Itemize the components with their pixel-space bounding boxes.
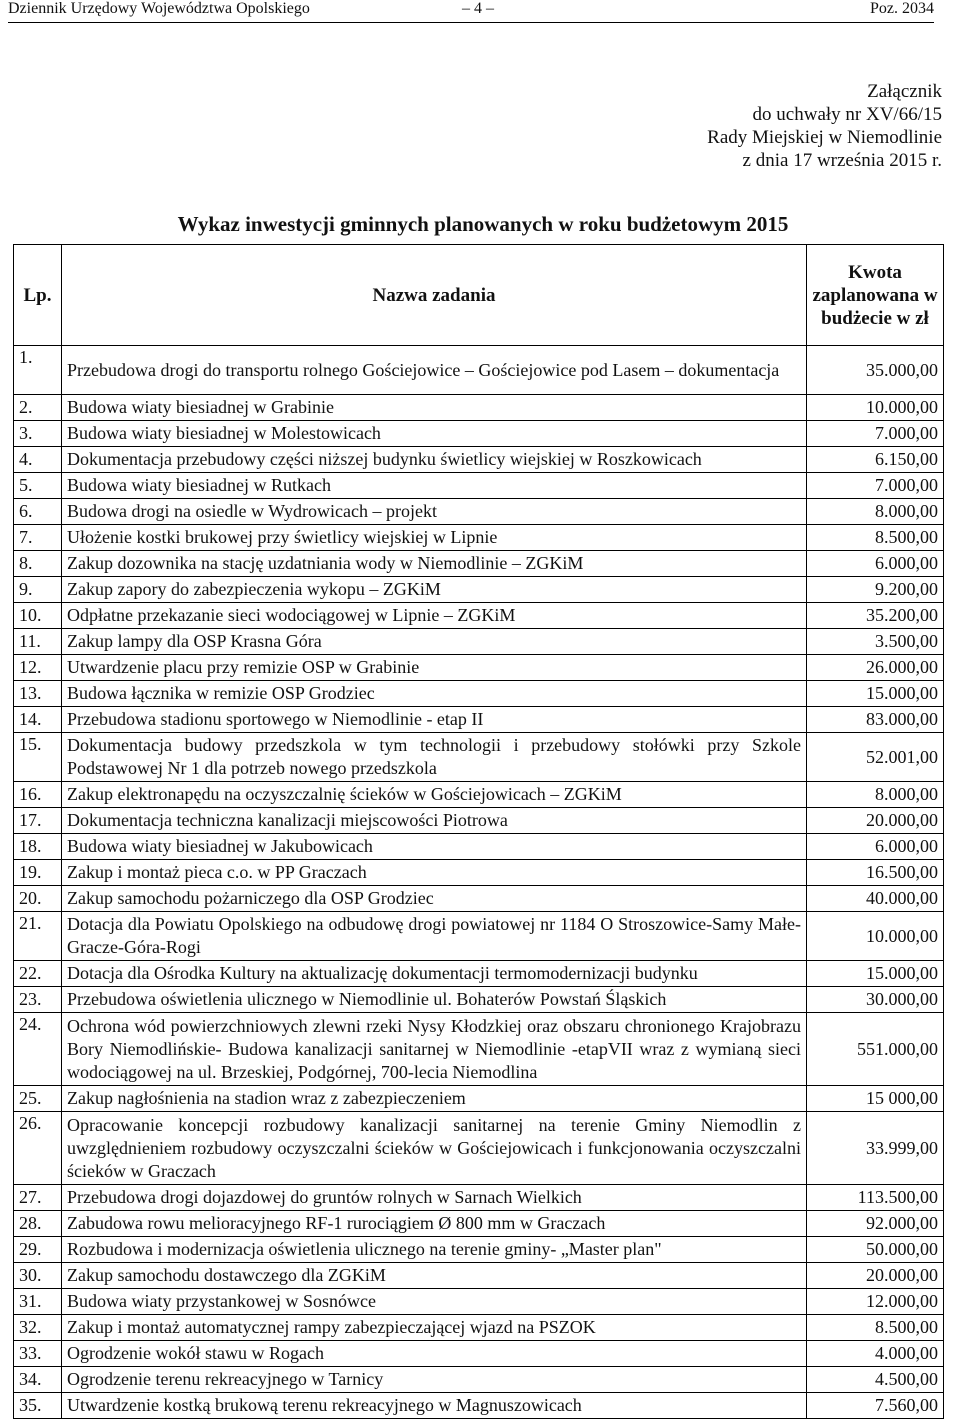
- row-amount: 7.000,00: [807, 473, 944, 499]
- row-amount: 33.999,00: [807, 1112, 944, 1185]
- row-amount: 9.200,00: [807, 577, 944, 603]
- table-row: [14, 346, 944, 395]
- row-amount: 6.150,00: [807, 447, 944, 473]
- table-row: [14, 1013, 944, 1086]
- table-row: [14, 1393, 944, 1419]
- row-name: Odpłatne przekazanie sieci wodociągowej w Lipnie – ZGKiM: [62, 603, 807, 629]
- row-lp: 26.: [14, 1112, 62, 1185]
- attachment-line: do uchwały nr XV/66/15: [752, 104, 942, 125]
- row-lp: 23.: [14, 987, 62, 1013]
- row-amount: 20.000,00: [807, 808, 944, 834]
- row-name: Budowa wiaty biesiadnej w Grabinie: [62, 395, 807, 421]
- row-name: Utwardzenie kostką brukową terenu rekreacyjnego w Magnuszowicach: [62, 1393, 807, 1419]
- table-row: [14, 860, 944, 886]
- table-row: [14, 808, 944, 834]
- row-name: Zabudowa rowu melioracyjnego RF-1 rurociągiem Ø 800 mm w Graczach: [62, 1211, 807, 1237]
- row-amount: 35.200,00: [807, 603, 944, 629]
- table-row: [14, 629, 944, 655]
- table-row: [14, 782, 944, 808]
- row-lp: 1.: [14, 346, 62, 395]
- row-lp: 17.: [14, 808, 62, 834]
- row-name: Przebudowa drogi dojazdowej do gruntów rolnych w Sarnach Wielkich: [62, 1185, 807, 1211]
- row-name: Zakup nagłośnienia na stadion wraz z zabezpieczeniem: [62, 1086, 807, 1112]
- row-lp: 9.: [14, 577, 62, 603]
- table-row: [14, 1263, 944, 1289]
- row-lp: 25.: [14, 1086, 62, 1112]
- page-header: [8, 0, 934, 22]
- table-row: [14, 395, 944, 421]
- row-name: Dokumentacja budowy przedszkola w tym technologii i przebudowy stołówki przy Szkole Podstawowej Nr 1 dla potrzeb nowego przedszkola: [62, 733, 807, 782]
- row-lp: 5.: [14, 473, 62, 499]
- row-name: Budowa wiaty biesiadnej w Rutkach: [62, 473, 807, 499]
- row-lp: 15.: [14, 733, 62, 782]
- row-amount: 16.500,00: [807, 860, 944, 886]
- row-amount: 4.500,00: [807, 1367, 944, 1393]
- table-row: [14, 551, 944, 577]
- row-lp: 33.: [14, 1341, 62, 1367]
- row-lp: 18.: [14, 834, 62, 860]
- row-amount: 7.560,00: [807, 1393, 944, 1419]
- row-amount: 6.000,00: [807, 834, 944, 860]
- row-name: Zakup i montaż pieca c.o. w PP Graczach: [62, 860, 807, 886]
- journal-name: Dziennik Urzędowy Województwa Opolskiego: [8, 0, 310, 17]
- row-lp: 8.: [14, 551, 62, 577]
- header-divider: [8, 22, 934, 23]
- row-lp: 22.: [14, 961, 62, 987]
- row-name: Utwardzenie placu przy remizie OSP w Grabinie: [62, 655, 807, 681]
- table-row: [14, 1289, 944, 1315]
- row-amount: 52.001,00: [807, 733, 944, 782]
- row-amount: 30.000,00: [807, 987, 944, 1013]
- row-amount: 15 000,00: [807, 1086, 944, 1112]
- row-lp: 35.: [14, 1393, 62, 1419]
- row-name: Opracowanie koncepcji rozbudowy kanalizacji sanitarnej na terenie Gminy Niemodlin z uwzględnieniem rozbudowy oczyszczalni ścieków w Gościejowicach i funkcjonowania oczyszczalni ścieków w Graczach: [62, 1112, 807, 1185]
- row-lp: 21.: [14, 912, 62, 961]
- row-lp: 27.: [14, 1185, 62, 1211]
- table-row: [14, 987, 944, 1013]
- row-amount: 6.000,00: [807, 551, 944, 577]
- row-amount: 83.000,00: [807, 707, 944, 733]
- row-lp: 16.: [14, 782, 62, 808]
- row-name: Ułożenie kostki brukowej przy świetlicy wiejskiej w Lipnie: [62, 525, 807, 551]
- row-name: Budowa wiaty biesiadnej w Molestowicach: [62, 421, 807, 447]
- investment-table: [13, 244, 944, 1419]
- row-lp: 31.: [14, 1289, 62, 1315]
- row-lp: 11.: [14, 629, 62, 655]
- table-row: [14, 1112, 944, 1185]
- row-amount: 35.000,00: [807, 346, 944, 395]
- row-lp: 30.: [14, 1263, 62, 1289]
- row-amount: 10.000,00: [807, 395, 944, 421]
- table-row: [14, 733, 944, 782]
- row-amount: 15.000,00: [807, 681, 944, 707]
- table-row: [14, 525, 944, 551]
- row-amount: 8.500,00: [807, 525, 944, 551]
- table-row: [14, 912, 944, 961]
- row-amount: 20.000,00: [807, 1263, 944, 1289]
- document-title: Wykaz inwestycji gminnych planowanych w roku budżetowym 2015: [177, 212, 789, 236]
- row-name: Dokumentacja techniczna kanalizacji miejscowości Piotrowa: [62, 808, 807, 834]
- row-lp: 13.: [14, 681, 62, 707]
- header-lp: Lp.: [14, 245, 62, 346]
- table-row: [14, 499, 944, 525]
- row-amount: 8.000,00: [807, 782, 944, 808]
- page-number: – 4 –: [462, 0, 494, 17]
- row-name: Przebudowa drogi do transportu rolnego Gościejowice – Gościejowice pod Lasem – dokumentacja: [62, 346, 807, 395]
- table-row: [14, 1315, 944, 1341]
- table-row: [14, 1341, 944, 1367]
- row-lp: 3.: [14, 421, 62, 447]
- table-row: [14, 707, 944, 733]
- table-row: [14, 886, 944, 912]
- table-row: [14, 834, 944, 860]
- position-number: Poz. 2034: [870, 0, 934, 17]
- table-row: [14, 655, 944, 681]
- row-name: Ogrodzenie terenu rekreacyjnego w Tarnicy: [62, 1367, 807, 1393]
- row-name: Przebudowa stadionu sportowego w Niemodlinie - etap II: [62, 707, 807, 733]
- row-lp: 12.: [14, 655, 62, 681]
- header-name: Nazwa zadania: [62, 245, 807, 346]
- attachment-line: Rady Miejskiej w Niemodlinie: [707, 127, 942, 148]
- table-header-row: [14, 245, 944, 346]
- table-row: [14, 1086, 944, 1112]
- row-amount: 8.500,00: [807, 1315, 944, 1341]
- row-lp: 14.: [14, 707, 62, 733]
- row-name: Dotacja dla Powiatu Opolskiego na odbudowę drogi powiatowej nr 1184 O Stroszowice-Samy Małe-Gracze-Góra-Rogi: [62, 912, 807, 961]
- row-amount: 8.000,00: [807, 499, 944, 525]
- row-amount: 551.000,00: [807, 1013, 944, 1086]
- row-lp: 4.: [14, 447, 62, 473]
- row-lp: 20.: [14, 886, 62, 912]
- attachment-note: [707, 80, 942, 172]
- row-amount: 15.000,00: [807, 961, 944, 987]
- attachment-line: Załącznik: [867, 81, 942, 102]
- row-lp: 29.: [14, 1237, 62, 1263]
- row-lp: 24.: [14, 1013, 62, 1086]
- row-name: Zakup samochodu dostawczego dla ZGKiM: [62, 1263, 807, 1289]
- table-row: [14, 1367, 944, 1393]
- row-lp: 2.: [14, 395, 62, 421]
- table-row: [14, 1237, 944, 1263]
- row-name: Zakup elektronapędu na oczyszczalnię ścieków w Gościejowicach – ZGKiM: [62, 782, 807, 808]
- table-row: [14, 603, 944, 629]
- row-amount: 12.000,00: [807, 1289, 944, 1315]
- row-name: Budowa drogi na osiedle w Wydrowicach – projekt: [62, 499, 807, 525]
- row-lp: 34.: [14, 1367, 62, 1393]
- row-name: Dotacja dla Ośrodka Kultury na aktualizację dokumentacji termomodernizacji budynku: [62, 961, 807, 987]
- table-row: [14, 681, 944, 707]
- row-name: Zakup dozownika na stację uzdatniania wody w Niemodlinie – ZGKiM: [62, 551, 807, 577]
- row-name: Przebudowa oświetlenia ulicznego w Niemodlinie ul. Bohaterów Powstań Śląskich: [62, 987, 807, 1013]
- table-row: [14, 473, 944, 499]
- row-lp: 10.: [14, 603, 62, 629]
- row-amount: 50.000,00: [807, 1237, 944, 1263]
- row-amount: 40.000,00: [807, 886, 944, 912]
- row-amount: 3.500,00: [807, 629, 944, 655]
- table-row: [14, 1211, 944, 1237]
- row-name: Zakup i montaż automatycznej rampy zabezpieczającej wjazd na PSZOK: [62, 1315, 807, 1341]
- table-row: [14, 447, 944, 473]
- row-lp: 19.: [14, 860, 62, 886]
- row-amount: 113.500,00: [807, 1185, 944, 1211]
- row-amount: 7.000,00: [807, 421, 944, 447]
- row-amount: 10.000,00: [807, 912, 944, 961]
- table-body: [14, 346, 944, 1419]
- row-name: Budowa łącznika w remizie OSP Grodziec: [62, 681, 807, 707]
- row-name: Budowa wiaty przystankowej w Sosnówce: [62, 1289, 807, 1315]
- row-amount: 92.000,00: [807, 1211, 944, 1237]
- table-row: [14, 577, 944, 603]
- row-name: Rozbudowa i modernizacja oświetlenia ulicznego na terenie gminy- „Master plan": [62, 1237, 807, 1263]
- row-name: Zakup lampy dla OSP Krasna Góra: [62, 629, 807, 655]
- row-name: Zakup zapory do zabezpieczenia wykopu – ZGKiM: [62, 577, 807, 603]
- row-name: Dokumentacja przebudowy części niższej budynku świetlicy wiejskiej w Roszkowicach: [62, 447, 807, 473]
- row-amount: 4.000,00: [807, 1341, 944, 1367]
- table-row: [14, 421, 944, 447]
- header-amount: Kwota zaplanowana w budżecie w zł: [807, 245, 944, 346]
- attachment-line: z dnia 17 września 2015 r.: [742, 150, 942, 171]
- row-lp: 6.: [14, 499, 62, 525]
- row-name: Budowa wiaty biesiadnej w Jakubowicach: [62, 834, 807, 860]
- row-lp: 7.: [14, 525, 62, 551]
- row-name: Ogrodzenie wokół stawu w Rogach: [62, 1341, 807, 1367]
- table-row: [14, 1185, 944, 1211]
- table-row: [14, 961, 944, 987]
- row-lp: 28.: [14, 1211, 62, 1237]
- row-amount: 26.000,00: [807, 655, 944, 681]
- row-lp: 32.: [14, 1315, 62, 1341]
- row-name: Zakup samochodu pożarniczego dla OSP Grodziec: [62, 886, 807, 912]
- row-name: Ochrona wód powierzchniowych zlewni rzeki Nysy Kłodzkiej oraz obszaru chronionego Krajobrazu Bory Niemodlińskie- Budowa kanalizacji sanitarnej w Niemodlinie -etapVII wraz z wymianą sieci wodociągowej na ul. Brzeskiej, Podgórnej, 700-lecia Niemodlina: [62, 1013, 807, 1086]
